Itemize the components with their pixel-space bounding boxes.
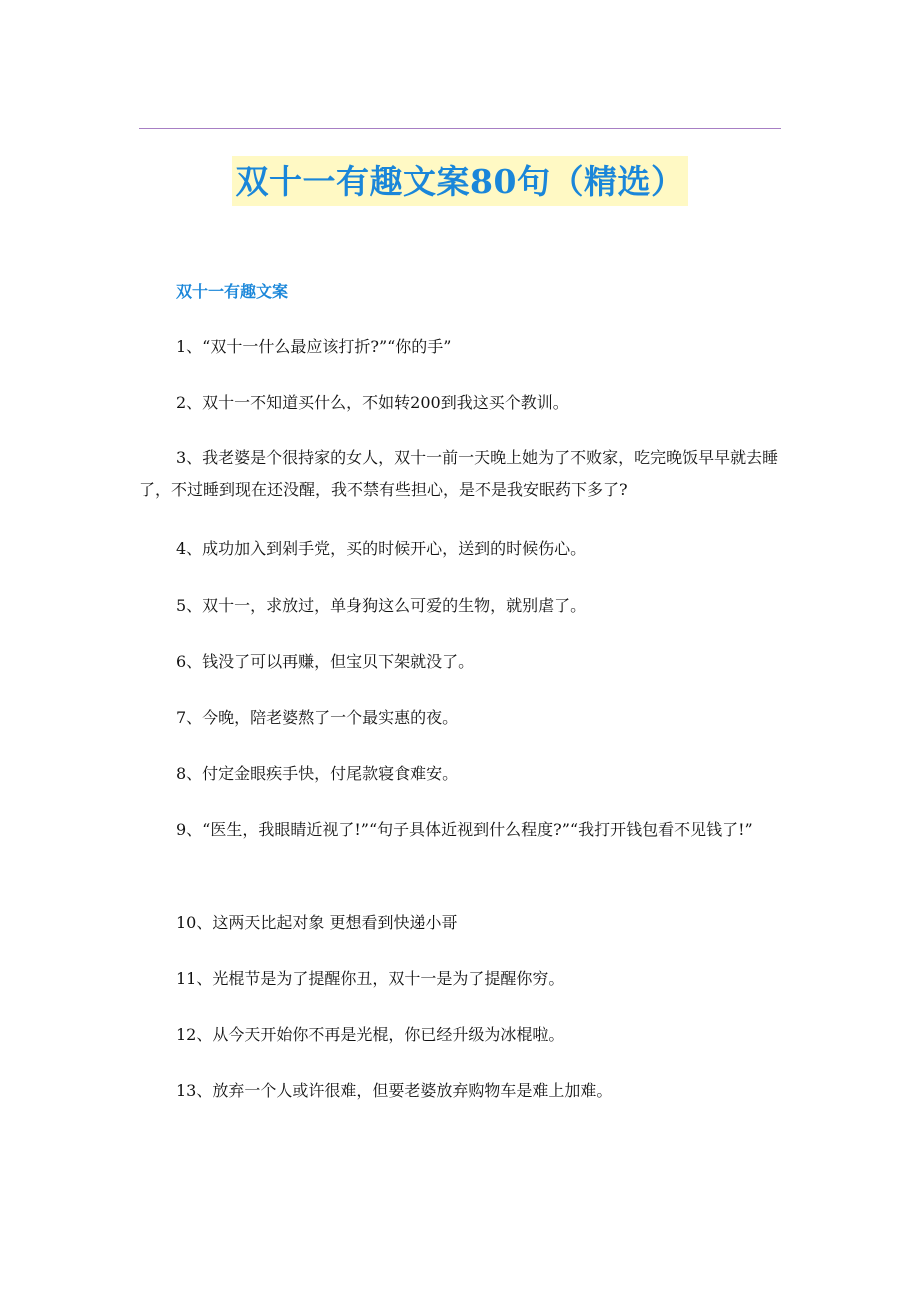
paragraph-5: 5、双十一，求放过，单身狗这么可爱的生物，就别虐了。: [176, 596, 587, 615]
title-container: [0, 156, 920, 206]
paragraph-11: 11、光棍节是为了提醒你丑，双十一是为了提醒你穷。: [176, 969, 565, 988]
paragraph-10: 10、这两天比起对象 更想看到快递小哥: [176, 913, 458, 932]
paragraph-12: 12、从今天开始你不再是光棍，你已经升级为冰棍啦。: [176, 1025, 565, 1044]
paragraph-2: 2、双十一不知道买什么，不如转200到我这买个教训。: [176, 393, 569, 412]
paragraph-1: 1、“双十一什么最应该打折?”“你的手”: [176, 337, 452, 356]
paragraph-8: 8、付定金眼疾手快，付尾款寝食难安。: [176, 764, 459, 783]
paragraph-6: 6、钱没了可以再赚，但宝贝下架就没了。: [176, 652, 475, 671]
document-title: 双十一有趣文案80句（精选）: [232, 156, 689, 206]
top-divider: [139, 128, 781, 129]
paragraph-7: 7、今晚，陪老婆熬了一个最实惠的夜。: [176, 708, 459, 727]
paragraph-9: 9、“医生，我眼睛近视了!”“句子具体近视到什么程度?”“我打开钱包看不见钱了!”: [176, 820, 753, 839]
paragraph-4: 4、成功加入到剁手党，买的时候开心，送到的时候伤心。: [176, 539, 587, 558]
paragraph-13: 13、放弃一个人或许很难，但要老婆放弃购物车是难上加难。: [176, 1081, 613, 1100]
paragraph-3: 3、我老婆是个很持家的女人，双十一前一天晚上她为了不败家，吃完晚饭早早就去睡了，不过睡到现在还没醒，我不禁有些担心，是不是我安眠药下多了?: [139, 448, 779, 499]
section-heading: 双十一有趣文案: [176, 282, 289, 301]
